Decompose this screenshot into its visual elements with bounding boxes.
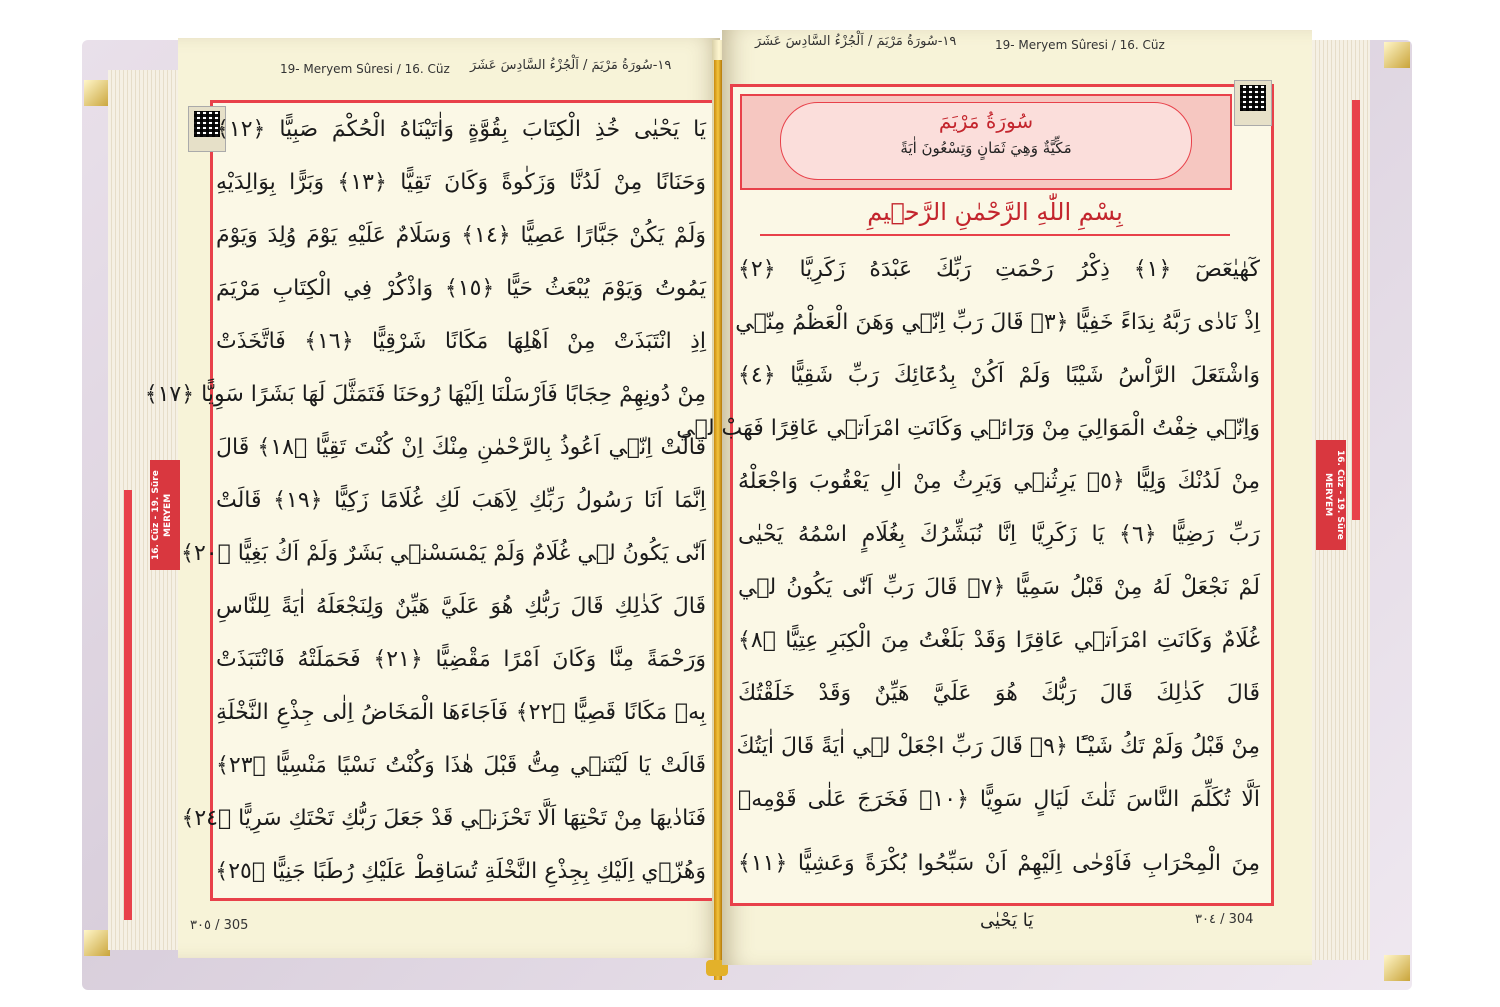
verse-line: وَلَمْ يَكُنْ جَبَّارًا عَصِيًّا ﴿١٤﴾ وَسَلَامٌ عَلَيْهِ يَوْمَ وُلِدَ وَيَوْمَ xyxy=(216,223,706,248)
left-header-arabic: ١٩-سُورَةُ مَرْيَمَ / اَلْجُزْءُ السَّادِسَ عَشَرَ xyxy=(470,58,672,73)
verse-line: مِنْ قَبْلُ وَلَمْ تَكُ شَيْـًٔا ﴿٩﴾ قَالَ رَبِّ اجْعَلْ ل۪ي اٰيَةً قَالَ اٰيَتُكَ xyxy=(736,734,1260,759)
verse-line: قَالَ كَذٰلِكَ قَالَ رَبُّكَ هُوَ عَلَيَّ هَيِّنٌ وَقَدْ خَلَقْتُكَ xyxy=(738,681,1260,706)
verse-line: اَنّٰى يَكُونُ ل۪ي غُلَامٌ وَلَمْ يَمْسَسْن۪ي بَشَرٌ وَلَمْ اَكُ بَغِيًّا ﴿٢٠﴾ xyxy=(181,541,706,566)
left-header-latin: 19- Meryem Sûresi / 16. Cüz xyxy=(280,62,450,76)
verse-line: قَالَتْ يَا لَيْتَن۪ي مِتُّ قَبْلَ هٰذَا وَكُنْتُ نَسْيًا مَنْسِيًّا ﴿٢٣﴾ xyxy=(216,753,706,778)
verse-line: اِذِ انْتَبَذَتْ مِنْ اَهْلِهَا مَكَانًا شَرْقِيًّا ﴿١٦﴾ فَاتَّخَذَتْ xyxy=(216,329,707,354)
verse-line: اِنَّمَا اَنَا رَسُولُ رَبِّكِ لِاَهَبَ لَكِ غُلَامًا زَكِيًّا ﴿١٩﴾ قَالَتْ xyxy=(216,488,706,513)
right-side-tab[interactable]: 16. Cüz - 19. Süre MERYEM xyxy=(1316,440,1346,550)
right-header-arabic: ١٩-سُورَةُ مَرْيَمَ / اَلْجُزْءُ السَّادِسَ عَشَرَ xyxy=(755,34,957,49)
left-page-number: ٣٠٥ / 305 xyxy=(190,918,249,933)
verse-line: رَبِّ رَضِيًّا ﴿٦﴾ يَا زَكَرِيَّا اِنَّا نُبَشِّرُكَ بِغُلَامٍ اسْمُهُ يَحْيٰى xyxy=(738,522,1260,547)
verse-line: فَنَادٰيهَا مِنْ تَحْتِهَا اَلَّا تَحْزَن۪ي قَدْ جَعَلَ رَبُّكِ تَحْتَكِ سَرِيًّا ﴿٢٤﴾ xyxy=(181,806,706,831)
basmala: بِسْمِ اللّٰهِ الرَّحْمٰنِ الرَّح۪يمِ xyxy=(760,190,1230,236)
verse-line: مِنْ لَدُنْكَ وَلِيًّا ﴿٥﴾ يَرِثُن۪ي وَيَرِثُ مِنْ اٰلِ يَعْقُوبَ وَاجْعَلْهُ xyxy=(738,469,1260,494)
surah-header-cartouche xyxy=(780,102,1192,180)
verse-line: قَالَتْ اِنّ۪ي اَعُوذُ بِالرَّحْمٰنِ مِنْكَ اِنْ كُنْتَ تَقِيًّا ﴿١٨﴾ قَالَ xyxy=(216,435,706,460)
catchword: يَا يَحْيٰى xyxy=(980,910,1034,931)
verse-line: يَمُوتُ وَيَوْمَ يُبْعَثُ حَيًّا ﴿١٥﴾ وَاذْكُرْ فِي الْكِتَابِ مَرْيَمَ xyxy=(216,276,706,301)
surah-header-box xyxy=(740,94,1232,190)
verse-line: اِذْ نَادٰى رَبَّهُ نِدَاءً خَفِيًّا ﴿٣﴾ قَالَ رَبِّ اِنّ۪ي وَهَنَ الْعَظْمُ مِنّ۪ي xyxy=(735,310,1260,335)
left-side-tab[interactable]: 16. Cüz - 19. Süre MERYEM xyxy=(150,460,180,570)
verse-line: قَالَ كَذٰلِكِ قَالَ رَبُّكِ هُوَ عَلَيَّ هَيِّنٌ وَلِنَجْعَلَهُ اٰيَةً لِلنَّاسِ xyxy=(216,594,706,619)
verse-line: مِنَ الْمِحْرَابِ فَاَوْحٰى اِلَيْهِمْ اَنْ سَبِّحُوا بُكْرَةً وَعَشِيًّا ﴿١١﴾ xyxy=(738,851,1260,876)
verse-line: يَا يَحْيٰى خُذِ الْكِتَابَ بِقُوَّةٍ وَاٰتَيْنَاهُ الْحُكْمَ صَبِيًّا ﴿١٢﴾ xyxy=(216,117,706,142)
surah-subtitle: مَكِّيَّةٌ وَهِيَ ثَمَانٍ وَتِسْعُونَ اٰيَةً xyxy=(900,139,1072,157)
verse-line: مِنْ دُونِهِمْ حِجَابًا فَاَرْسَلْنَا اِلَيْهَا رُوحَنَا فَتَمَثَّلَ لَهَا بَشَرًا سَوِيًّا ﴿١٧﴾ xyxy=(144,382,706,407)
verse-line: كٓهٰيٰعٓصٓ ﴿١﴾ ذِكْرُ رَحْمَتِ رَبِّكَ عَبْدَهُ زَكَرِيَّا ﴿٢﴾ xyxy=(738,257,1261,282)
right-tab-strip xyxy=(1352,100,1360,520)
verse-line: وَاشْتَعَلَ الرَّاْسُ شَيْبًا وَلَمْ اَكُنْ بِدُعَٓائِكَ رَبِّ شَقِيًّا ﴿٤﴾ xyxy=(738,363,1260,388)
surah-title: سُورَةُ مَرْيَمَ xyxy=(938,109,1034,133)
corner-protector-bottom-left xyxy=(84,930,110,956)
corner-protector-top-right xyxy=(1384,42,1410,68)
verse-line: بِه۪ مَكَانًا قَصِيًّا ﴿٢٢﴾ فَاَجَاءَهَا الْمَخَاضُ اِلٰى جِذْعِ النَّخْلَةِ xyxy=(216,700,706,725)
right-page-number: ٣٠٤ / 304 xyxy=(1195,912,1254,927)
corner-protector-bottom-right xyxy=(1384,955,1410,981)
right-header-latin: 19- Meryem Sûresi / 16. Cüz xyxy=(995,38,1165,52)
verse-line: لَمْ نَجْعَلْ لَهُ مِنْ قَبْلُ سَمِيًّا ﴿٧﴾ قَالَ رَبِّ اَنّٰى يَكُونُ ل۪ي xyxy=(738,575,1260,600)
qr-code-right xyxy=(1234,80,1272,126)
verse-line: وَحَنَانًا مِنْ لَدُنَّا وَزَكٰوةً وَكَانَ تَقِيًّا ﴿١٣﴾ وَبَرًّا بِوَالِدَيْهِ xyxy=(216,170,706,195)
verse-line: اَلَّا تُكَلِّمَ النَّاسَ ثَلٰثَ لَيَالٍ سَوِيًّا ﴿١٠﴾ فَخَرَجَ عَلٰى قَوْمِه۪ xyxy=(738,787,1260,812)
verse-line: غُلَامٌ وَكَانَتِ امْرَاَت۪ي عَاقِرًا وَقَدْ بَلَغْتُ مِنَ الْكِبَرِ عِتِيًّا ﴿٨﴾ xyxy=(738,628,1260,653)
bookmark-ribbon[interactable] xyxy=(714,60,722,980)
corner-protector-top-left xyxy=(84,80,110,106)
verse-line: وَرَحْمَةً مِنَّا وَكَانَ اَمْرًا مَقْضِيًّا ﴿٢١﴾ فَحَمَلَتْهُ فَانْتَبَذَتْ xyxy=(216,647,706,672)
verse-line: وَاِنّ۪ي خِفْتُ الْمَوَالِيَ مِنْ وَرَٓائ۪ي وَكَانَتِ امْرَاَت۪ي عَاقِرًا فَهَبْ ل۪ي xyxy=(676,416,1260,441)
left-tab-strip xyxy=(124,490,132,920)
verse-line: وَهُزّ۪ي اِلَيْكِ بِجِذْعِ النَّخْلَةِ تُسَاقِطْ عَلَيْكِ رُطَبًا جَنِيًّا ﴿٢٥﴾ xyxy=(215,859,706,884)
